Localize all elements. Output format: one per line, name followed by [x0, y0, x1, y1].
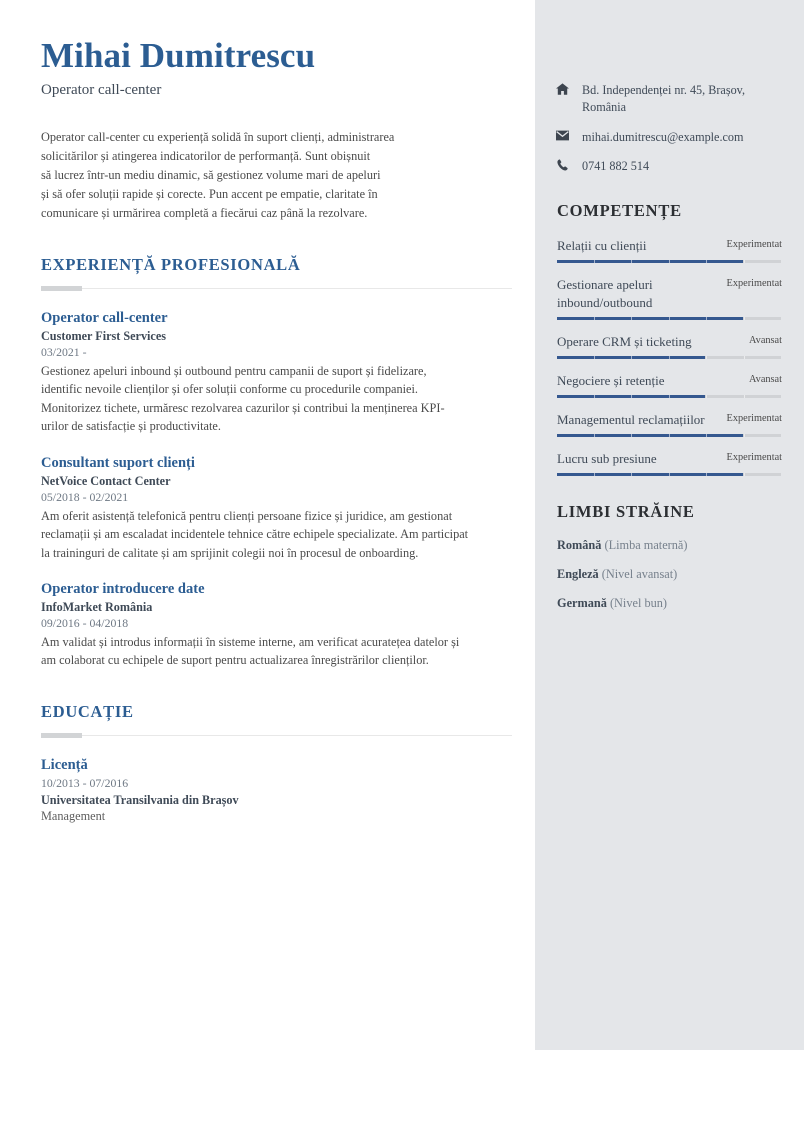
phone-icon: [554, 158, 571, 171]
text-line: comunicare și urmărirea completă a fiecărui caz până la rezolvare.: [41, 205, 368, 220]
skill-bar-segment: [670, 473, 708, 476]
experience-entry: [41, 581, 511, 670]
professional-summary: [41, 128, 441, 223]
language-name: Germană: [557, 596, 607, 611]
text-line: Gestionez apeluri inbound și outbound pentru campanii de suport și fidelizare,: [41, 363, 427, 378]
skill-item: [554, 237, 782, 263]
experience-description: [41, 633, 511, 670]
experience-dates: 09/2016 - 04/2018: [41, 616, 129, 631]
skill-bar-segment: [745, 473, 782, 476]
skill-bar-segment: [707, 434, 745, 437]
experience-entry: [41, 455, 511, 562]
skill-bar-segment: [707, 473, 745, 476]
skill-bar-segment: [595, 395, 633, 398]
language-name: Engleză: [557, 567, 599, 582]
skills-list: [554, 237, 782, 476]
skill-bar-segment: [632, 356, 670, 359]
skill-bar-segment: [632, 317, 670, 320]
skill-bar-segments: [557, 473, 781, 476]
text-line: reclamații și am escaladat incidentele tehnice către echipele specializate. Am participat: [41, 527, 469, 542]
skill-progress-bar: [557, 356, 781, 359]
skill-level-label: Avansat: [749, 334, 782, 346]
experience-description: [41, 507, 511, 562]
skill-name: Gestionare apeluri inbound/outbound: [557, 277, 653, 310]
text-line: Operator call-center cu experiență solidă în suport clienți, administrarea: [41, 129, 395, 144]
section-heading-experience: EXPERIENȚĂ PROFESIONALĂ: [41, 254, 301, 274]
text-line: am colaborat cu echipele de suport pentru actualizarea înregistrărilor clienților.: [41, 653, 429, 668]
language-item: [557, 567, 782, 582]
divider-thin-line: [41, 735, 512, 737]
skill-bar-segment: [745, 317, 782, 320]
experience-organization: NetVoice Contact Center: [41, 473, 171, 488]
education-degree: Licență: [41, 756, 88, 773]
education-field: Management: [41, 808, 106, 823]
skill-bar-segment: [670, 434, 708, 437]
text-line: și să ofer soluții rapide și corecte. Pun accent pe empatie, claritate în: [41, 186, 378, 201]
skill-bar-segment: [595, 434, 633, 437]
skill-bar-segment: [707, 356, 745, 359]
language-item: [557, 538, 782, 553]
language-item: [557, 596, 782, 611]
skill-bar-segments: [557, 356, 781, 359]
skill-name: Managementul reclamațiilor: [557, 412, 705, 428]
skill-bar-segment: [707, 395, 745, 398]
skill-bar-segment: [632, 473, 670, 476]
skill-item: [554, 411, 782, 437]
contact-value: mihai.dumitrescu@example.com: [582, 129, 744, 144]
sidebar-content: [535, 0, 804, 625]
skill-name: Operare CRM și ticketing: [557, 333, 692, 349]
divider-thin-line: [41, 288, 512, 290]
skill-bar-segment: [670, 260, 708, 263]
divider-accent-segment: [41, 733, 82, 738]
languages-list: [554, 538, 782, 611]
contact-value: Bd. Independenței nr. 45, Brașov, România: [582, 83, 746, 114]
contact-row: [554, 129, 782, 146]
skill-bar-segment: [557, 317, 595, 320]
skill-bar-segment: [745, 260, 782, 263]
experience-organization: InfoMarket România: [41, 600, 153, 615]
experience-entry-list: [41, 310, 511, 670]
skill-header: [557, 450, 782, 467]
text-line: identific nevoile clienților și ofer soluții conforme cu procedurile companiei.: [41, 382, 418, 397]
skill-header: [557, 276, 782, 310]
skill-progress-bar: [557, 434, 781, 437]
skill-bar-segment: [670, 356, 708, 359]
contact-value: 0741 882 514: [582, 159, 650, 174]
skill-level-label: Experimentat: [726, 452, 782, 464]
skill-header: [557, 372, 782, 389]
divider-accent-segment: [41, 286, 82, 291]
experience-role: Consultant suport clienți: [41, 454, 195, 471]
contact-info-list: [554, 82, 782, 175]
skill-item: [554, 333, 782, 359]
skill-progress-bar: [557, 317, 781, 320]
section-heading-education: EDUCAȚIE: [41, 701, 134, 721]
section-heading-languages: LIMBI STRĂINE: [557, 502, 695, 522]
skill-progress-bar: [557, 260, 781, 263]
section-divider-education: [41, 733, 512, 738]
skill-bar-segment: [632, 434, 670, 437]
skill-bar-segments: [557, 317, 781, 320]
section-divider-experience: [41, 286, 512, 291]
skill-bar-segments: [557, 434, 781, 437]
education-institution: Universitatea Transilvania din Brașov: [41, 792, 239, 807]
language-level: (Nivel bun): [606, 596, 667, 611]
text-line: Am validat și introdus informații în sisteme interne, am verificat acuratețea datelor și: [41, 635, 460, 650]
skill-level-label: Experimentat: [726, 413, 782, 425]
candidate-name: Mihai Dumitrescu: [41, 36, 316, 75]
candidate-job-title: Operator call-center: [41, 81, 162, 98]
skill-item: [554, 276, 782, 319]
experience-dates: 05/2018 - 02/2021: [41, 489, 129, 504]
skill-progress-bar: [557, 473, 781, 476]
skill-bar-segment: [670, 395, 708, 398]
text-line: Am oferit asistență telefonică pentru clienți persoane fizice și juridice, am gestionat: [41, 508, 453, 523]
experience-dates: 03/2021 -: [41, 344, 87, 359]
skill-bar-segment: [595, 317, 633, 320]
skill-header: [557, 333, 782, 350]
contact-row: [554, 158, 782, 175]
text-line: solicitărilor și atingerea indicatorilor de performanță. Sunt obișnuit: [41, 148, 371, 163]
experience-role: Operator introducere date: [41, 581, 205, 598]
skill-name: Negociere și retenție: [557, 372, 665, 388]
skill-bar-segment: [745, 356, 782, 359]
skill-header: [557, 237, 782, 254]
skill-bar-segment: [670, 317, 708, 320]
skill-level-label: Experimentat: [726, 278, 782, 290]
language-name: Română: [557, 538, 602, 553]
education-dates: 10/2013 - 07/2016: [41, 775, 129, 790]
skill-bar-segment: [595, 356, 633, 359]
skill-bar-segment: [707, 317, 745, 320]
skill-bar-segment: [557, 395, 595, 398]
text-line: Monitorizez tichete, urmăresc rezolvarea cazurilor și contribui la menținerea KPI-: [41, 400, 445, 415]
section-heading-skills: COMPETENȚE: [557, 201, 682, 221]
skill-level-label: Avansat: [749, 373, 782, 385]
skill-bar-segment: [557, 434, 595, 437]
education-entry: [41, 757, 511, 824]
skill-bar-segment: [745, 395, 782, 398]
skill-bar-segment: [595, 473, 633, 476]
experience-description: [41, 362, 511, 436]
skill-bar-segments: [557, 395, 781, 398]
skill-item: [554, 372, 782, 398]
language-level: (Nivel avansat): [598, 567, 678, 582]
text-line: urilor de satisfacție și productivitate.: [41, 419, 221, 434]
skill-bar-segment: [595, 260, 633, 263]
skill-progress-bar: [557, 395, 781, 398]
experience-entry: [41, 310, 511, 436]
skill-name: Relații cu clienții: [557, 238, 647, 254]
skill-name: Lucru sub presiune: [557, 451, 657, 467]
text-line: la traininguri de calitate și am sprijinit colegii noi în procesul de onboarding.: [41, 545, 419, 560]
skill-bar-segment: [557, 356, 595, 359]
skill-bar-segment: [632, 260, 670, 263]
skill-bar-segment: [745, 434, 782, 437]
language-level: (Limba maternă): [601, 538, 688, 553]
skill-bar-segment: [707, 260, 745, 263]
skill-bar-segment: [557, 473, 595, 476]
skill-level-label: Experimentat: [726, 239, 782, 251]
experience-role: Operator call-center: [41, 309, 168, 326]
skill-bar-segment: [557, 260, 595, 263]
contact-row: [554, 82, 782, 116]
skill-bar-segments: [557, 260, 781, 263]
home-icon: [554, 82, 571, 95]
skill-bar-segment: [632, 395, 670, 398]
education-entry-list: [41, 757, 511, 824]
skill-header: [557, 411, 782, 428]
envelope-icon: [554, 129, 571, 141]
experience-organization: Customer First Services: [41, 328, 166, 343]
skill-item: [554, 450, 782, 476]
text-line: să lucrez într-un mediu dinamic, să gestionez volume mari de apeluri: [41, 167, 381, 182]
